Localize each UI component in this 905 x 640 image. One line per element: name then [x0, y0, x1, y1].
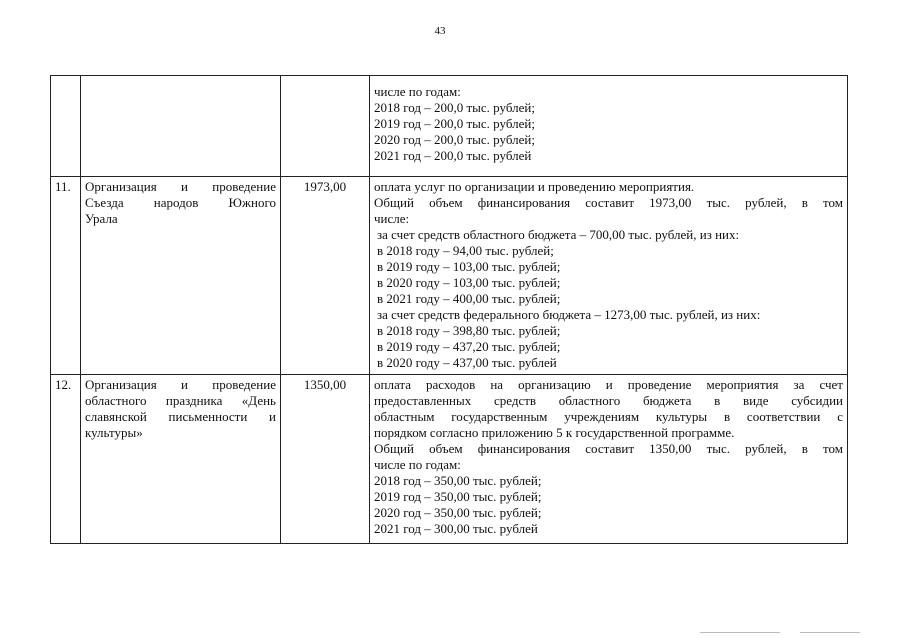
row-number	[51, 76, 81, 177]
amount: 1350,00	[281, 375, 370, 544]
description-line: числе по годам:	[374, 457, 461, 472]
description-line: за счет средств федерального бюджета – 1273,00 тыс. рублей, из них:	[377, 307, 761, 322]
description-line: предоставленных средств областного бюджета в виде субсидии	[374, 393, 843, 408]
description-line: порядком согласно приложению 5 к государственной программе.	[374, 425, 735, 440]
description-line: за счет средств областного бюджета – 700,00 тыс. рублей, из них:	[377, 227, 740, 242]
event-name-line: славянской письменности и	[85, 409, 276, 424]
event-name	[81, 76, 281, 177]
scan-artifact	[700, 632, 780, 633]
description-line: в 2018 году – 94,00 тыс. рублей;	[377, 243, 554, 258]
event-name-line: Организация и проведение	[85, 377, 276, 392]
event-name	[81, 375, 281, 544]
description-line: в 2019 году – 103,00 тыс. рублей;	[377, 259, 561, 274]
event-name	[81, 177, 281, 375]
scan-artifact	[800, 632, 860, 633]
description-line: в 2020 году – 103,00 тыс. рублей;	[377, 275, 561, 290]
event-name-line: Урала	[85, 211, 118, 226]
description-line: Общий объем финансирования составит 1973,00 тыс. рублей, в том	[374, 195, 843, 210]
description-line: числе:	[374, 211, 410, 226]
description-line: 2018 год – 350,00 тыс. рублей;	[374, 473, 542, 488]
event-name-line: Организация и проведение	[85, 179, 276, 194]
description-line: оплата услуг по организации и проведению мероприятия.	[374, 179, 695, 194]
description-line: в 2020 году – 437,00 тыс. рублей	[377, 355, 557, 370]
description-line: 2018 год – 200,0 тыс. рублей;	[374, 100, 535, 115]
description-line: оплата расходов на организацию и проведение мероприятия за счет	[374, 377, 843, 392]
description-line: 2019 год – 200,0 тыс. рублей;	[374, 116, 535, 131]
description-line: 2020 год – 350,00 тыс. рублей;	[374, 505, 542, 520]
row-number: 12.	[51, 375, 81, 544]
description-line: в 2021 году – 400,00 тыс. рублей;	[377, 291, 561, 306]
description-line: 2021 год – 200,0 тыс. рублей	[374, 148, 532, 163]
table-row	[51, 375, 848, 544]
description	[370, 76, 848, 177]
description-line: 2019 год – 350,00 тыс. рублей;	[374, 489, 542, 504]
amount: 1973,00	[281, 177, 370, 375]
page-number: 43	[434, 25, 446, 37]
description-line: Общий объем финансирования составит 1350,00 тыс. рублей, в том	[374, 441, 843, 456]
budget-table	[50, 75, 848, 544]
description	[370, 375, 848, 544]
description-line: числе по годам:	[374, 84, 461, 99]
table-row	[51, 177, 848, 375]
row-number: 11.	[51, 177, 81, 375]
description-line: 2021 год – 300,00 тыс. рублей	[374, 521, 538, 536]
description-line: 2020 год – 200,0 тыс. рублей;	[374, 132, 535, 147]
table-row	[51, 76, 848, 177]
event-name-line: Съезда народов Южного	[85, 195, 276, 210]
event-name-line: культуры»	[85, 425, 143, 440]
description-line: в 2018 году – 398,80 тыс. рублей;	[377, 323, 561, 338]
description-line: в 2019 году – 437,20 тыс. рублей;	[377, 339, 561, 354]
description-line: областным государственным учреждениям культуры в соответствии с	[374, 409, 843, 424]
description	[370, 177, 848, 375]
amount	[281, 76, 370, 177]
event-name-line: областного праздника «День	[85, 393, 276, 408]
